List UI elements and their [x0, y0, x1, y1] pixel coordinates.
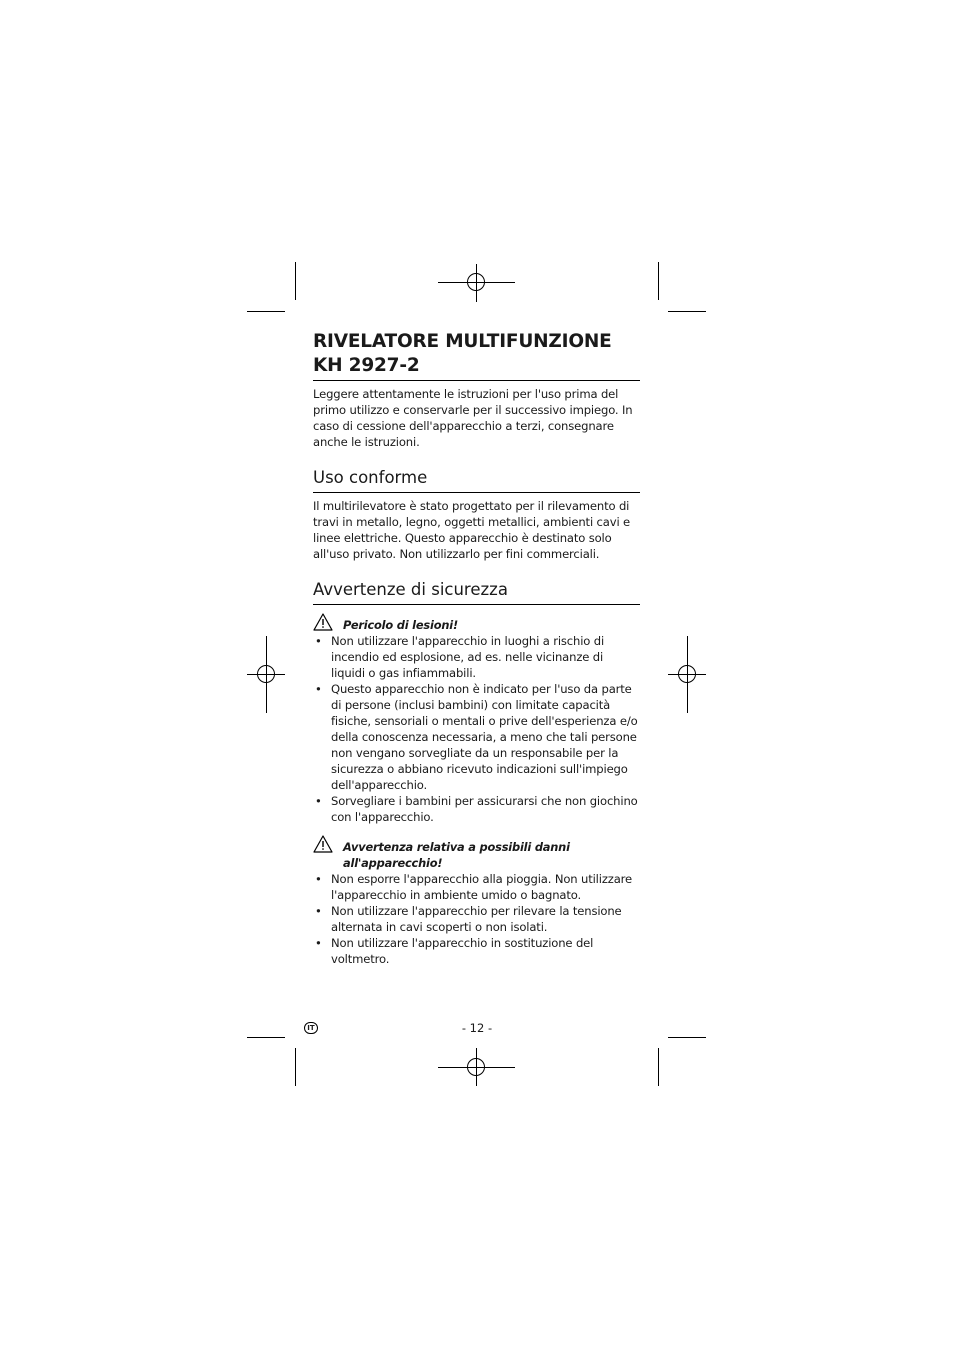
list-item-text: Non utilizzare l'apparecchio in sostituzione del voltmetro.	[331, 936, 594, 966]
crop-mark	[295, 1048, 296, 1086]
document-title	[313, 330, 640, 378]
bullet: •	[315, 634, 322, 648]
crop-mark	[658, 1048, 659, 1086]
warning-label: Avvertenza relativa a possibili danni all'apparecchio!	[343, 840, 570, 870]
warning-triangle-icon	[313, 613, 333, 631]
warning-triangle-icon	[313, 835, 333, 853]
crop-mark	[668, 311, 706, 312]
title-line-2: KH 2927-2	[313, 355, 420, 376]
title-block	[313, 330, 640, 381]
bullet: •	[315, 794, 322, 808]
registration-circle	[678, 665, 696, 683]
registration-circle	[467, 273, 485, 291]
list-item	[313, 871, 640, 903]
title-line-1: RIVELATORE MULTIFUNZIONE	[313, 331, 612, 352]
warning-heading	[313, 835, 640, 871]
warning-heading	[313, 613, 640, 633]
crop-mark	[658, 262, 659, 300]
uso-paragraph: Il multirilevatore è stato progettato per il rilevamento di travi in metallo, legno, oggetti metallici, ambienti cavi e linee elettriche. Questo apparecchio è destinato solo all'uso privato. Non utilizzarlo per fini commerciali.	[313, 499, 631, 561]
list-item-text: Non esporre l'apparecchio alla pioggia. Non utilizzare l'apparecchio in ambiente umido o bagnato.	[331, 872, 632, 902]
list-item	[313, 633, 640, 681]
warning-list	[313, 871, 640, 967]
crop-mark	[247, 1037, 285, 1038]
list-item	[313, 793, 640, 825]
list-item	[313, 903, 640, 935]
warning-list	[313, 633, 640, 825]
crop-mark	[668, 1037, 706, 1038]
list-item-text: Non utilizzare l'apparecchio per rilevare la tensione alternata in cavi scoperti o non isolati.	[331, 904, 622, 934]
list-item	[313, 681, 640, 793]
page-content	[313, 330, 640, 967]
registration-circle	[257, 665, 275, 683]
registration-circle	[467, 1058, 485, 1076]
section-sicurezza-header	[313, 579, 640, 605]
crop-mark	[247, 311, 285, 312]
bullet: •	[315, 904, 322, 918]
warning-label: Pericolo di lesioni!	[343, 618, 458, 632]
list-item	[313, 935, 640, 967]
section-heading: Avvertenze di sicurezza	[313, 580, 508, 599]
page-number: - 12 -	[461, 1021, 493, 1035]
intro-paragraph: Leggere attentamente le istruzioni per l'uso prima del primo utilizzo e conservarle per il successivo impiego. In caso di cessione dell'apparecchio a terzi, consegnare anche le istruzioni.	[313, 387, 633, 449]
bullet: •	[315, 682, 322, 696]
crop-mark	[295, 262, 296, 300]
list-item-text: Non utilizzare l'apparecchio in luoghi a rischio di incendio ed esplosione, ad es. nelle vicinanze di liquidi o gas infiammabili.	[331, 634, 605, 680]
list-item-text: Questo apparecchio non è indicato per l'uso da parte di persone (inclusi bambini) con limitate capacità fisiche, sensoriali o mentali o prive dell'esperienza e/o della conoscenza necessaria, a meno che tali persone non vengano sorvegliate da un responsabile per la sicurezza o abbiano ricevuto indicazioni sull'impiego dell'apparecchio.	[331, 682, 638, 792]
bullet: •	[315, 936, 322, 950]
bullet: •	[315, 872, 322, 886]
language-badge: IT	[304, 1022, 318, 1034]
section-uso-header	[313, 467, 640, 493]
list-item-text: Sorvegliare i bambini per assicurarsi che non giochino con l'apparecchio.	[331, 794, 638, 824]
section-heading: Uso conforme	[313, 468, 428, 487]
